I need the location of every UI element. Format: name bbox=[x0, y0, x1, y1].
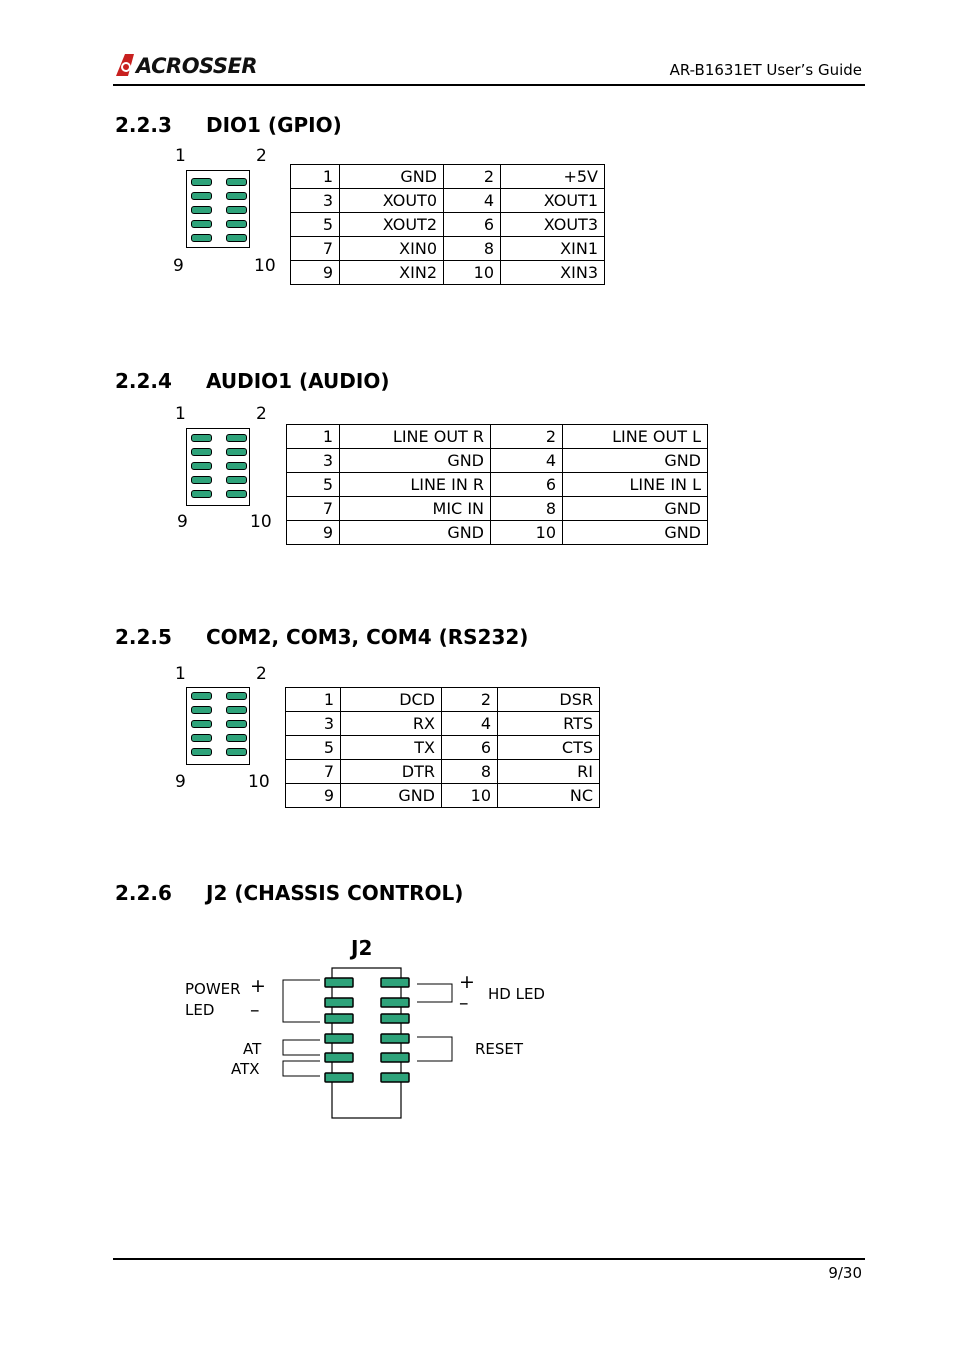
pin-label-1: 1 bbox=[175, 664, 186, 684]
pin bbox=[191, 234, 212, 242]
table-row bbox=[287, 497, 708, 521]
pin bbox=[191, 220, 212, 228]
section-number: 2.2.3 bbox=[115, 113, 172, 137]
pin bbox=[226, 434, 247, 442]
table-row bbox=[291, 237, 605, 261]
pin-number: 9 bbox=[286, 784, 341, 808]
pin-number: 8 bbox=[491, 497, 563, 521]
pin-number: 3 bbox=[287, 449, 340, 473]
section-title: DIO1 (GPIO) bbox=[206, 113, 342, 137]
pin-signal: DCD bbox=[341, 688, 442, 712]
pin bbox=[325, 1014, 353, 1023]
pin bbox=[191, 476, 212, 484]
pin-label-2: 2 bbox=[256, 146, 267, 166]
table-row bbox=[286, 736, 600, 760]
pin bbox=[381, 1053, 409, 1062]
pin bbox=[325, 1073, 353, 1082]
section-title: J2 (CHASSIS CONTROL) bbox=[206, 881, 464, 905]
pin-signal: XIN0 bbox=[340, 237, 444, 261]
pin-signal: RX bbox=[341, 712, 442, 736]
pin-signal: LINE OUT L bbox=[563, 425, 708, 449]
pin-number: 10 bbox=[444, 261, 501, 285]
pin-header-diagram bbox=[186, 170, 250, 248]
reset-bracket bbox=[417, 1037, 452, 1061]
document-title: AR-B1631ET User’s Guide bbox=[669, 61, 862, 79]
section-title: AUDIO1 (AUDIO) bbox=[206, 369, 390, 393]
pin-number: 2 bbox=[442, 688, 498, 712]
power-plus-sign: + bbox=[250, 975, 266, 997]
pin bbox=[191, 734, 212, 742]
pin-number: 10 bbox=[442, 784, 498, 808]
j2-header-outline bbox=[332, 968, 401, 1118]
pin-signal: LINE IN L bbox=[563, 473, 708, 497]
pin-signal: GND bbox=[340, 165, 444, 189]
pin-number: 1 bbox=[287, 425, 340, 449]
power-minus-sign: – bbox=[250, 999, 260, 1021]
pin bbox=[226, 748, 247, 756]
section-number: 2.2.5 bbox=[115, 625, 172, 649]
pin-signal: GND bbox=[340, 449, 491, 473]
pin bbox=[191, 206, 212, 214]
pin bbox=[191, 448, 212, 456]
pin-label-9: 9 bbox=[175, 772, 186, 792]
pin-number: 6 bbox=[442, 736, 498, 760]
table-row bbox=[287, 473, 708, 497]
header-rule bbox=[113, 84, 865, 86]
pin bbox=[325, 1053, 353, 1062]
pin bbox=[381, 978, 409, 987]
pin-number: 5 bbox=[286, 736, 341, 760]
pin-number: 9 bbox=[291, 261, 340, 285]
table-row bbox=[291, 165, 605, 189]
pin-number: 9 bbox=[287, 521, 340, 545]
table-row bbox=[291, 189, 605, 213]
pinout-table-dio1 bbox=[290, 164, 605, 285]
pin bbox=[325, 978, 353, 987]
pin-signal: XOUT1 bbox=[501, 189, 605, 213]
table-row bbox=[286, 760, 600, 784]
pin bbox=[226, 706, 247, 714]
pin bbox=[381, 1034, 409, 1043]
pinout-table-com bbox=[285, 687, 600, 808]
pin-signal: NC bbox=[498, 784, 600, 808]
pin bbox=[325, 998, 353, 1007]
pin-number: 1 bbox=[286, 688, 341, 712]
pin bbox=[381, 998, 409, 1007]
pin bbox=[191, 720, 212, 728]
power-label: POWER bbox=[185, 980, 241, 998]
atx-label: ATX bbox=[231, 1060, 260, 1078]
pin-signal: +5V bbox=[501, 165, 605, 189]
pin-number: 6 bbox=[491, 473, 563, 497]
pin bbox=[191, 490, 212, 498]
table-row bbox=[286, 688, 600, 712]
at-bracket bbox=[283, 1040, 320, 1055]
hd-led-plus-sign: + bbox=[459, 971, 475, 993]
pin bbox=[191, 748, 212, 756]
pin bbox=[191, 178, 212, 186]
pin-number: 4 bbox=[444, 189, 501, 213]
pin-header-diagram bbox=[186, 428, 250, 506]
pin-number: 8 bbox=[444, 237, 501, 261]
pinout-table-audio1 bbox=[286, 424, 708, 545]
at-label: AT bbox=[243, 1040, 262, 1058]
pin bbox=[191, 692, 212, 700]
pin-signal: RI bbox=[498, 760, 600, 784]
section-number: 2.2.4 bbox=[115, 369, 172, 393]
pin-number: 10 bbox=[491, 521, 563, 545]
reset-label: RESET bbox=[475, 1040, 524, 1058]
page-number: 9/30 bbox=[828, 1264, 862, 1282]
table-row bbox=[286, 784, 600, 808]
pin bbox=[226, 720, 247, 728]
section-title: COM2, COM3, COM4 (RS232) bbox=[206, 625, 529, 649]
pin-signal: GND bbox=[340, 521, 491, 545]
section-heading-com bbox=[115, 625, 528, 649]
j2-pins bbox=[325, 978, 409, 1082]
atx-bracket bbox=[283, 1061, 320, 1076]
table-row bbox=[286, 712, 600, 736]
pin-signal: RTS bbox=[498, 712, 600, 736]
pin-signal: LINE OUT R bbox=[340, 425, 491, 449]
j2-connector-label: J2 bbox=[351, 936, 373, 960]
pin bbox=[191, 192, 212, 200]
pin bbox=[226, 476, 247, 484]
pin-label-10: 10 bbox=[254, 256, 276, 276]
pin-signal: MIC IN bbox=[340, 497, 491, 521]
pin-number: 7 bbox=[286, 760, 341, 784]
footer-rule bbox=[113, 1258, 865, 1260]
table-row bbox=[291, 213, 605, 237]
pin-label-2: 2 bbox=[256, 404, 267, 424]
pin-label-10: 10 bbox=[248, 772, 270, 792]
section-heading-j2 bbox=[115, 881, 463, 905]
pin-label-1: 1 bbox=[175, 404, 186, 424]
power-led-bracket bbox=[283, 980, 320, 1022]
pin-signal: TX bbox=[341, 736, 442, 760]
pin-number: 4 bbox=[442, 712, 498, 736]
pin-signal: DTR bbox=[341, 760, 442, 784]
pin-signal: GND bbox=[563, 449, 708, 473]
pin bbox=[226, 234, 247, 242]
pin-number: 6 bbox=[444, 213, 501, 237]
pin-label-9: 9 bbox=[177, 512, 188, 532]
hd-led-minus-sign: – bbox=[459, 992, 469, 1014]
acrosser-logo bbox=[114, 52, 274, 80]
pin-label-9: 9 bbox=[173, 256, 184, 276]
pin bbox=[381, 1014, 409, 1023]
pin-signal: XIN2 bbox=[340, 261, 444, 285]
pin bbox=[226, 490, 247, 498]
pin-signal: GND bbox=[563, 521, 708, 545]
pin-signal: XOUT0 bbox=[340, 189, 444, 213]
pin-number: 5 bbox=[287, 473, 340, 497]
pin bbox=[226, 734, 247, 742]
pin-signal: XOUT3 bbox=[501, 213, 605, 237]
pin-number: 3 bbox=[286, 712, 341, 736]
pin bbox=[226, 178, 247, 186]
pin-signal: XIN1 bbox=[501, 237, 605, 261]
hd-led-label: HD LED bbox=[488, 985, 545, 1003]
pin-number: 7 bbox=[291, 237, 340, 261]
pin-number: 4 bbox=[491, 449, 563, 473]
pin bbox=[226, 206, 247, 214]
section-number: 2.2.6 bbox=[115, 881, 172, 905]
pin-header-diagram bbox=[186, 687, 250, 765]
pin-number: 2 bbox=[491, 425, 563, 449]
pin-signal: GND bbox=[563, 497, 708, 521]
pin-number: 3 bbox=[291, 189, 340, 213]
pin bbox=[325, 1034, 353, 1043]
pin bbox=[191, 434, 212, 442]
pin bbox=[226, 462, 247, 470]
pin-label-2: 2 bbox=[256, 664, 267, 684]
pin-signal: GND bbox=[341, 784, 442, 808]
pin-signal: XOUT2 bbox=[340, 213, 444, 237]
pin bbox=[191, 462, 212, 470]
pin-label-10: 10 bbox=[250, 512, 272, 532]
hd-led-bracket bbox=[417, 984, 452, 1002]
section-heading-dio1 bbox=[115, 113, 342, 137]
pin bbox=[226, 220, 247, 228]
pin bbox=[191, 706, 212, 714]
pin-signal: CTS bbox=[498, 736, 600, 760]
table-row bbox=[287, 425, 708, 449]
pin bbox=[226, 448, 247, 456]
pin bbox=[226, 192, 247, 200]
brand-name: ACROSSER bbox=[136, 54, 258, 78]
table-row bbox=[291, 261, 605, 285]
pin-number: 7 bbox=[287, 497, 340, 521]
pin-number: 8 bbox=[442, 760, 498, 784]
section-heading-audio1 bbox=[115, 369, 389, 393]
led-label: LED bbox=[185, 1001, 215, 1019]
logo-a-icon bbox=[114, 52, 136, 78]
pin bbox=[226, 692, 247, 700]
pin-number: 1 bbox=[291, 165, 340, 189]
pin bbox=[381, 1073, 409, 1082]
table-row bbox=[287, 449, 708, 473]
pin-label-1: 1 bbox=[175, 146, 186, 166]
pin-signal: DSR bbox=[498, 688, 600, 712]
pin-number: 5 bbox=[291, 213, 340, 237]
table-row bbox=[287, 521, 708, 545]
pin-signal: LINE IN R bbox=[340, 473, 491, 497]
pin-number: 2 bbox=[444, 165, 501, 189]
pin-signal: XIN3 bbox=[501, 261, 605, 285]
